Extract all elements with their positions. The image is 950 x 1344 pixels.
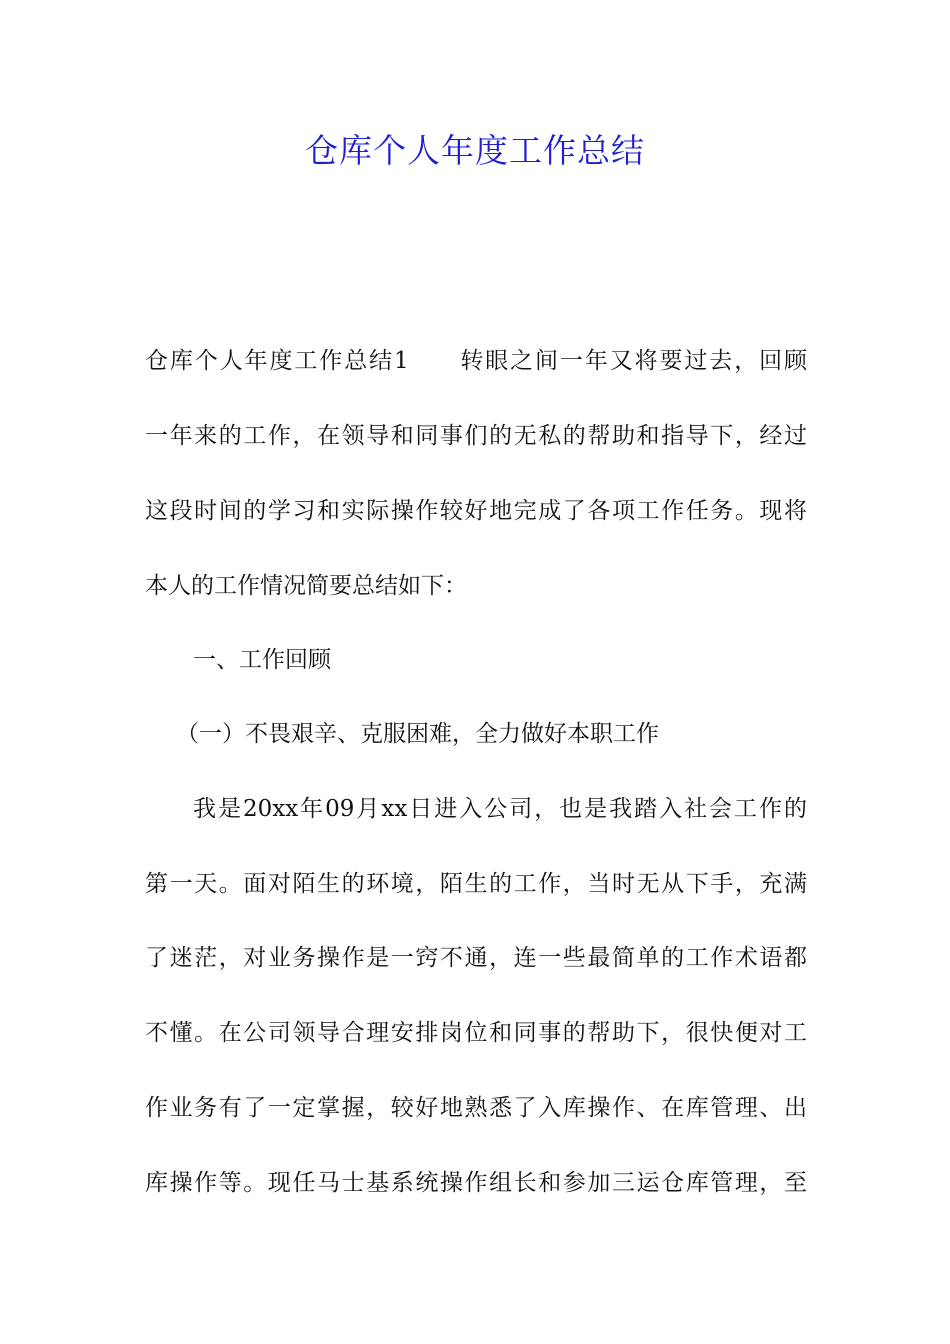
paragraph-line: 不懂。在公司领导合理安排岗位和同事的帮助下，很快便对工 <box>145 1020 807 1046</box>
paragraph-line: 一年来的工作，在领导和同事们的无私的帮助和指导下，经过 <box>145 423 807 449</box>
paragraph-line: 第一天。面对陌生的环境，陌生的工作，当时无从下手，充满 <box>145 871 807 897</box>
paragraph-line: 库操作等。现任马士基系统操作组长和参加三运仓库管理，至 <box>145 1170 807 1196</box>
paragraph-line: 我是20xx年09月xx日进入公司，也是我踏入社会工作的 <box>193 796 807 822</box>
document-title: 仓库个人年度工作总结 <box>305 131 645 170</box>
paragraph-line: 作业务有了一定掌握，较好地熟悉了入库操作、在库管理、出 <box>145 1095 807 1121</box>
paragraph-line: 本人的工作情况简要总结如下： <box>145 573 467 599</box>
paragraph-line: 仓库个人年度工作总结1 转眼之间一年又将要过去，回顾 <box>145 348 807 374</box>
paragraph-line: 了迷茫，对业务操作是一窍不通，连一些最简单的工作术语都 <box>145 945 807 971</box>
section-heading: 一、工作回顾 <box>193 647 331 673</box>
subsection-heading: （一）不畏艰辛、克服困难，全力做好本职工作 <box>176 721 659 747</box>
paragraph-line: 这段时间的学习和实际操作较好地完成了各项工作任务。现将 <box>145 498 807 524</box>
